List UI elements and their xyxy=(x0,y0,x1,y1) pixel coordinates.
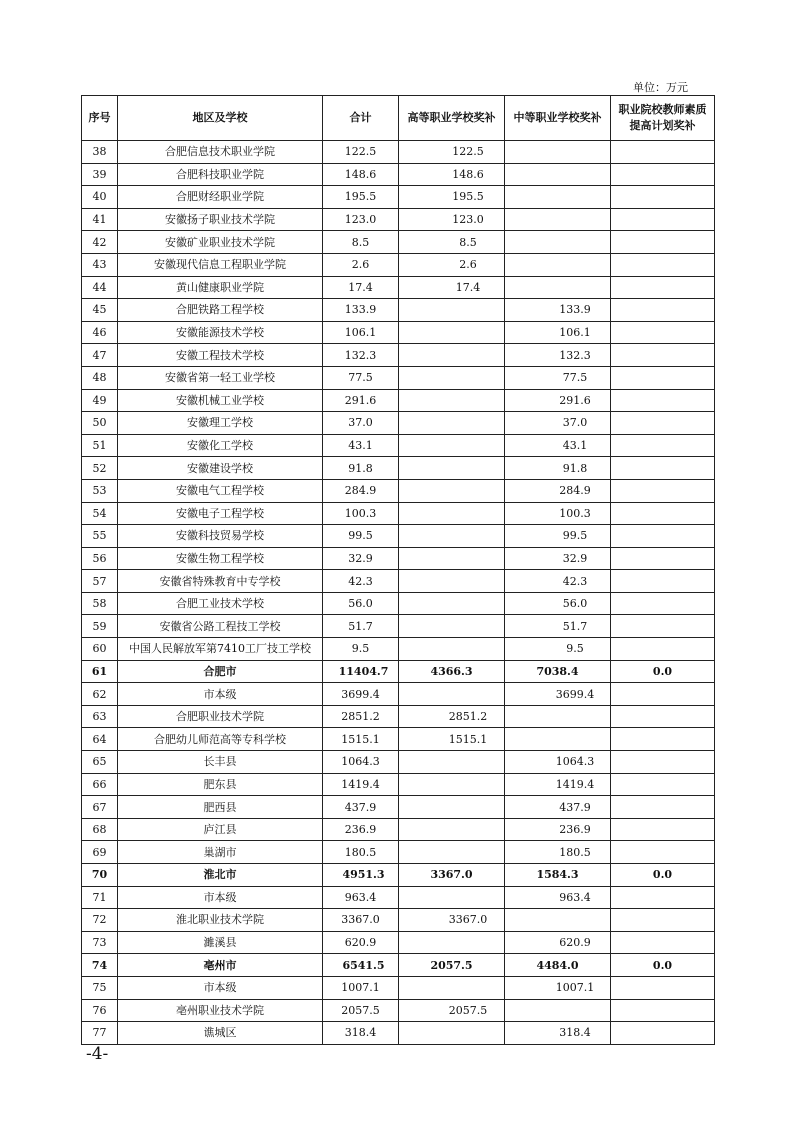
table-row xyxy=(82,321,715,344)
table-row xyxy=(82,660,715,683)
cell-name: 巢湖市 xyxy=(118,841,323,864)
cell-index: 47 xyxy=(82,344,118,367)
cell-higher xyxy=(399,570,505,593)
cell-higher: 148.6 xyxy=(399,163,505,186)
cell-teacher xyxy=(611,321,715,344)
cell-name: 合肥财经职业学院 xyxy=(118,186,323,209)
cell-higher xyxy=(399,931,505,954)
table-row xyxy=(82,886,715,909)
cell-index: 39 xyxy=(82,163,118,186)
cell-mid: 106.1 xyxy=(505,321,611,344)
cell-mid: 7038.4 xyxy=(505,660,611,683)
cell-index: 61 xyxy=(82,660,118,683)
cell-higher xyxy=(399,299,505,322)
cell-teacher xyxy=(611,412,715,435)
cell-total: 291.6 xyxy=(323,389,399,412)
cell-mid xyxy=(505,231,611,254)
cell-teacher xyxy=(611,976,715,999)
table-row xyxy=(82,434,715,457)
cell-teacher xyxy=(611,1022,715,1045)
table-row xyxy=(82,796,715,819)
cell-teacher xyxy=(611,683,715,706)
cell-higher: 17.4 xyxy=(399,276,505,299)
cell-higher xyxy=(399,615,505,638)
cell-total: 236.9 xyxy=(323,818,399,841)
cell-total: 195.5 xyxy=(323,186,399,209)
cell-mid: 620.9 xyxy=(505,931,611,954)
cell-total: 2057.5 xyxy=(323,999,399,1022)
cell-mid: 318.4 xyxy=(505,1022,611,1045)
cell-mid xyxy=(505,163,611,186)
cell-mid: 99.5 xyxy=(505,525,611,548)
table-row xyxy=(82,976,715,999)
header-total: 合计 xyxy=(323,96,399,141)
table-row xyxy=(82,502,715,525)
cell-index: 40 xyxy=(82,186,118,209)
cell-name: 安徽矿业职业技术学院 xyxy=(118,231,323,254)
cell-total: 180.5 xyxy=(323,841,399,864)
cell-mid xyxy=(505,276,611,299)
cell-mid: 43.1 xyxy=(505,434,611,457)
cell-total: 32.9 xyxy=(323,547,399,570)
cell-total: 2.6 xyxy=(323,253,399,276)
cell-higher: 1515.1 xyxy=(399,728,505,751)
funding-table xyxy=(81,95,715,1045)
table-row xyxy=(82,299,715,322)
table-row xyxy=(82,389,715,412)
header-index: 序号 xyxy=(82,96,118,141)
cell-total: 963.4 xyxy=(323,886,399,909)
cell-higher xyxy=(399,502,505,525)
table-row xyxy=(82,253,715,276)
table-row xyxy=(82,818,715,841)
cell-total: 42.3 xyxy=(323,570,399,593)
cell-teacher xyxy=(611,773,715,796)
table-row xyxy=(82,208,715,231)
cell-total: 2851.2 xyxy=(323,705,399,728)
cell-teacher xyxy=(611,299,715,322)
cell-teacher xyxy=(611,502,715,525)
table-row xyxy=(82,1022,715,1045)
cell-index: 62 xyxy=(82,683,118,706)
cell-total: 1064.3 xyxy=(323,751,399,774)
cell-name: 安徽机械工业学校 xyxy=(118,389,323,412)
cell-teacher xyxy=(611,163,715,186)
cell-teacher xyxy=(611,909,715,932)
cell-higher xyxy=(399,773,505,796)
cell-teacher xyxy=(611,796,715,819)
table-row xyxy=(82,141,715,164)
cell-total: 3367.0 xyxy=(323,909,399,932)
cell-name: 合肥职业技术学院 xyxy=(118,705,323,728)
unit-label: 单位：万元 xyxy=(633,81,688,94)
cell-name: 安徽工程技术学校 xyxy=(118,344,323,367)
header-region-school: 地区及学校 xyxy=(118,96,323,141)
table-row xyxy=(82,163,715,186)
cell-higher xyxy=(399,321,505,344)
cell-higher xyxy=(399,547,505,570)
cell-index: 72 xyxy=(82,909,118,932)
table-row xyxy=(82,592,715,615)
cell-higher: 3367.0 xyxy=(399,909,505,932)
cell-higher: 8.5 xyxy=(399,231,505,254)
cell-mid: 236.9 xyxy=(505,818,611,841)
cell-teacher: 0.0 xyxy=(611,864,715,887)
cell-name: 市本级 xyxy=(118,683,323,706)
table-row xyxy=(82,954,715,977)
table-row xyxy=(82,615,715,638)
cell-total: 106.1 xyxy=(323,321,399,344)
cell-higher: 122.5 xyxy=(399,141,505,164)
cell-mid: 37.0 xyxy=(505,412,611,435)
cell-mid xyxy=(505,186,611,209)
cell-name: 合肥幼儿师范高等专科学校 xyxy=(118,728,323,751)
cell-teacher xyxy=(611,547,715,570)
cell-name: 合肥市 xyxy=(118,660,323,683)
cell-mid: 963.4 xyxy=(505,886,611,909)
cell-higher: 3367.0 xyxy=(399,864,505,887)
cell-mid xyxy=(505,728,611,751)
cell-index: 53 xyxy=(82,479,118,502)
cell-mid: 291.6 xyxy=(505,389,611,412)
cell-higher: 123.0 xyxy=(399,208,505,231)
table-row xyxy=(82,525,715,548)
cell-index: 58 xyxy=(82,592,118,615)
cell-total: 17.4 xyxy=(323,276,399,299)
cell-total: 1515.1 xyxy=(323,728,399,751)
cell-index: 54 xyxy=(82,502,118,525)
cell-mid: 1007.1 xyxy=(505,976,611,999)
cell-higher xyxy=(399,886,505,909)
cell-index: 68 xyxy=(82,818,118,841)
table-row xyxy=(82,186,715,209)
cell-teacher xyxy=(611,231,715,254)
cell-mid: 42.3 xyxy=(505,570,611,593)
cell-name: 市本级 xyxy=(118,886,323,909)
cell-teacher xyxy=(611,141,715,164)
table-row xyxy=(82,864,715,887)
cell-total: 6541.5 xyxy=(323,954,399,977)
cell-index: 64 xyxy=(82,728,118,751)
cell-higher xyxy=(399,389,505,412)
cell-name: 安徽扬子职业技术学院 xyxy=(118,208,323,231)
cell-name: 淮北市 xyxy=(118,864,323,887)
table-row xyxy=(82,570,715,593)
cell-index: 51 xyxy=(82,434,118,457)
cell-mid: 4484.0 xyxy=(505,954,611,977)
cell-index: 43 xyxy=(82,253,118,276)
cell-teacher xyxy=(611,751,715,774)
cell-name: 亳州职业技术学院 xyxy=(118,999,323,1022)
header-secondary-vocational: 中等职业学校奖补 xyxy=(505,96,611,141)
cell-higher: 2.6 xyxy=(399,253,505,276)
cell-higher: 195.5 xyxy=(399,186,505,209)
table-row xyxy=(82,366,715,389)
cell-index: 60 xyxy=(82,638,118,661)
cell-total: 56.0 xyxy=(323,592,399,615)
table-row xyxy=(82,412,715,435)
cell-name: 安徽能源技术学校 xyxy=(118,321,323,344)
cell-name: 安徽现代信息工程职业学院 xyxy=(118,253,323,276)
cell-index: 66 xyxy=(82,773,118,796)
cell-mid: 284.9 xyxy=(505,479,611,502)
cell-index: 69 xyxy=(82,841,118,864)
cell-name: 合肥工业技术学校 xyxy=(118,592,323,615)
table-row xyxy=(82,841,715,864)
cell-higher xyxy=(399,366,505,389)
cell-index: 56 xyxy=(82,547,118,570)
cell-teacher xyxy=(611,366,715,389)
cell-mid: 100.3 xyxy=(505,502,611,525)
cell-teacher xyxy=(611,457,715,480)
cell-higher xyxy=(399,434,505,457)
cell-name: 中国人民解放军第7410工厂技工学校 xyxy=(118,638,323,661)
cell-name: 合肥铁路工程学校 xyxy=(118,299,323,322)
table-row xyxy=(82,705,715,728)
cell-name: 安徽省公路工程技工学校 xyxy=(118,615,323,638)
cell-name: 濉溪县 xyxy=(118,931,323,954)
header-higher-vocational: 高等职业学校奖补 xyxy=(399,96,505,141)
cell-total: 620.9 xyxy=(323,931,399,954)
cell-higher xyxy=(399,592,505,615)
cell-total: 9.5 xyxy=(323,638,399,661)
cell-higher xyxy=(399,479,505,502)
cell-index: 41 xyxy=(82,208,118,231)
cell-teacher xyxy=(611,818,715,841)
cell-higher xyxy=(399,683,505,706)
table-row xyxy=(82,276,715,299)
cell-teacher xyxy=(611,253,715,276)
cell-name: 淮北职业技术学院 xyxy=(118,909,323,932)
cell-total: 1007.1 xyxy=(323,976,399,999)
cell-mid: 3699.4 xyxy=(505,683,611,706)
cell-teacher xyxy=(611,479,715,502)
cell-teacher xyxy=(611,208,715,231)
cell-index: 57 xyxy=(82,570,118,593)
cell-mid xyxy=(505,141,611,164)
cell-teacher xyxy=(611,931,715,954)
cell-total: 1419.4 xyxy=(323,773,399,796)
table-row xyxy=(82,638,715,661)
cell-total: 3699.4 xyxy=(323,683,399,706)
cell-total: 51.7 xyxy=(323,615,399,638)
cell-name: 黄山健康职业学院 xyxy=(118,276,323,299)
cell-name: 长丰县 xyxy=(118,751,323,774)
cell-mid: 180.5 xyxy=(505,841,611,864)
cell-mid xyxy=(505,208,611,231)
cell-index: 59 xyxy=(82,615,118,638)
cell-index: 48 xyxy=(82,366,118,389)
cell-index: 75 xyxy=(82,976,118,999)
cell-total: 133.9 xyxy=(323,299,399,322)
cell-mid: 56.0 xyxy=(505,592,611,615)
cell-total: 77.5 xyxy=(323,366,399,389)
cell-higher xyxy=(399,344,505,367)
cell-name: 肥西县 xyxy=(118,796,323,819)
cell-mid xyxy=(505,253,611,276)
cell-mid: 132.3 xyxy=(505,344,611,367)
table-row xyxy=(82,547,715,570)
cell-name: 庐江县 xyxy=(118,818,323,841)
table-row xyxy=(82,751,715,774)
cell-higher: 4366.3 xyxy=(399,660,505,683)
cell-name: 安徽科技贸易学校 xyxy=(118,525,323,548)
cell-index: 49 xyxy=(82,389,118,412)
cell-index: 71 xyxy=(82,886,118,909)
cell-index: 74 xyxy=(82,954,118,977)
cell-higher xyxy=(399,751,505,774)
cell-index: 42 xyxy=(82,231,118,254)
table-body xyxy=(82,141,715,1045)
cell-index: 45 xyxy=(82,299,118,322)
cell-mid xyxy=(505,705,611,728)
cell-total: 123.0 xyxy=(323,208,399,231)
table-row xyxy=(82,457,715,480)
cell-total: 122.5 xyxy=(323,141,399,164)
cell-higher xyxy=(399,638,505,661)
cell-teacher xyxy=(611,615,715,638)
cell-name: 安徽电气工程学校 xyxy=(118,479,323,502)
cell-index: 63 xyxy=(82,705,118,728)
table-row xyxy=(82,773,715,796)
table-row xyxy=(82,479,715,502)
table-row xyxy=(82,344,715,367)
cell-total: 132.3 xyxy=(323,344,399,367)
cell-name: 谯城区 xyxy=(118,1022,323,1045)
cell-total: 437.9 xyxy=(323,796,399,819)
cell-teacher xyxy=(611,638,715,661)
cell-teacher xyxy=(611,276,715,299)
cell-name: 安徽省第一轻工业学校 xyxy=(118,366,323,389)
cell-name: 亳州市 xyxy=(118,954,323,977)
cell-index: 55 xyxy=(82,525,118,548)
cell-name: 安徽理工学校 xyxy=(118,412,323,435)
cell-mid xyxy=(505,999,611,1022)
cell-index: 77 xyxy=(82,1022,118,1045)
cell-mid: 9.5 xyxy=(505,638,611,661)
cell-mid: 77.5 xyxy=(505,366,611,389)
cell-total: 284.9 xyxy=(323,479,399,502)
cell-total: 37.0 xyxy=(323,412,399,435)
cell-higher xyxy=(399,818,505,841)
table-row xyxy=(82,728,715,751)
cell-index: 44 xyxy=(82,276,118,299)
cell-index: 38 xyxy=(82,141,118,164)
cell-name: 安徽化工学校 xyxy=(118,434,323,457)
cell-total: 11404.7 xyxy=(323,660,399,683)
cell-teacher xyxy=(611,570,715,593)
cell-total: 91.8 xyxy=(323,457,399,480)
table-row xyxy=(82,683,715,706)
cell-total: 43.1 xyxy=(323,434,399,457)
cell-teacher xyxy=(611,728,715,751)
cell-higher: 2851.2 xyxy=(399,705,505,728)
cell-mid: 437.9 xyxy=(505,796,611,819)
cell-index: 46 xyxy=(82,321,118,344)
cell-index: 76 xyxy=(82,999,118,1022)
cell-name: 合肥科技职业学院 xyxy=(118,163,323,186)
cell-teacher xyxy=(611,886,715,909)
cell-mid: 1064.3 xyxy=(505,751,611,774)
cell-teacher xyxy=(611,186,715,209)
cell-name: 肥东县 xyxy=(118,773,323,796)
cell-name: 安徽建设学校 xyxy=(118,457,323,480)
cell-teacher xyxy=(611,434,715,457)
cell-teacher: 0.0 xyxy=(611,660,715,683)
cell-index: 52 xyxy=(82,457,118,480)
header-teacher-quality: 职业院校教师素质提高计划奖补 xyxy=(611,96,715,141)
cell-teacher xyxy=(611,999,715,1022)
cell-name: 市本级 xyxy=(118,976,323,999)
cell-teacher xyxy=(611,389,715,412)
page-number: -4- xyxy=(86,1044,109,1064)
cell-index: 67 xyxy=(82,796,118,819)
cell-mid: 133.9 xyxy=(505,299,611,322)
cell-index: 50 xyxy=(82,412,118,435)
cell-teacher xyxy=(611,592,715,615)
cell-name: 安徽电子工程学校 xyxy=(118,502,323,525)
cell-higher xyxy=(399,457,505,480)
cell-higher xyxy=(399,525,505,548)
cell-higher xyxy=(399,841,505,864)
cell-mid xyxy=(505,909,611,932)
table-row xyxy=(82,231,715,254)
cell-teacher: 0.0 xyxy=(611,954,715,977)
cell-mid: 51.7 xyxy=(505,615,611,638)
cell-mid: 1419.4 xyxy=(505,773,611,796)
cell-total: 8.5 xyxy=(323,231,399,254)
cell-index: 65 xyxy=(82,751,118,774)
cell-teacher xyxy=(611,841,715,864)
cell-mid: 32.9 xyxy=(505,547,611,570)
table-row xyxy=(82,999,715,1022)
cell-total: 4951.3 xyxy=(323,864,399,887)
cell-index: 70 xyxy=(82,864,118,887)
cell-teacher xyxy=(611,525,715,548)
cell-mid: 91.8 xyxy=(505,457,611,480)
cell-higher xyxy=(399,796,505,819)
cell-teacher xyxy=(611,705,715,728)
cell-higher xyxy=(399,412,505,435)
cell-total: 99.5 xyxy=(323,525,399,548)
cell-total: 100.3 xyxy=(323,502,399,525)
cell-index: 73 xyxy=(82,931,118,954)
cell-name: 安徽省特殊教育中专学校 xyxy=(118,570,323,593)
table-row xyxy=(82,909,715,932)
cell-mid: 1584.3 xyxy=(505,864,611,887)
cell-total: 318.4 xyxy=(323,1022,399,1045)
table-header-row xyxy=(82,96,715,141)
cell-teacher xyxy=(611,344,715,367)
cell-higher xyxy=(399,1022,505,1045)
cell-total: 148.6 xyxy=(323,163,399,186)
cell-higher xyxy=(399,976,505,999)
cell-name: 安徽生物工程学校 xyxy=(118,547,323,570)
cell-higher: 2057.5 xyxy=(399,999,505,1022)
table-row xyxy=(82,931,715,954)
cell-name: 合肥信息技术职业学院 xyxy=(118,141,323,164)
cell-higher: 2057.5 xyxy=(399,954,505,977)
